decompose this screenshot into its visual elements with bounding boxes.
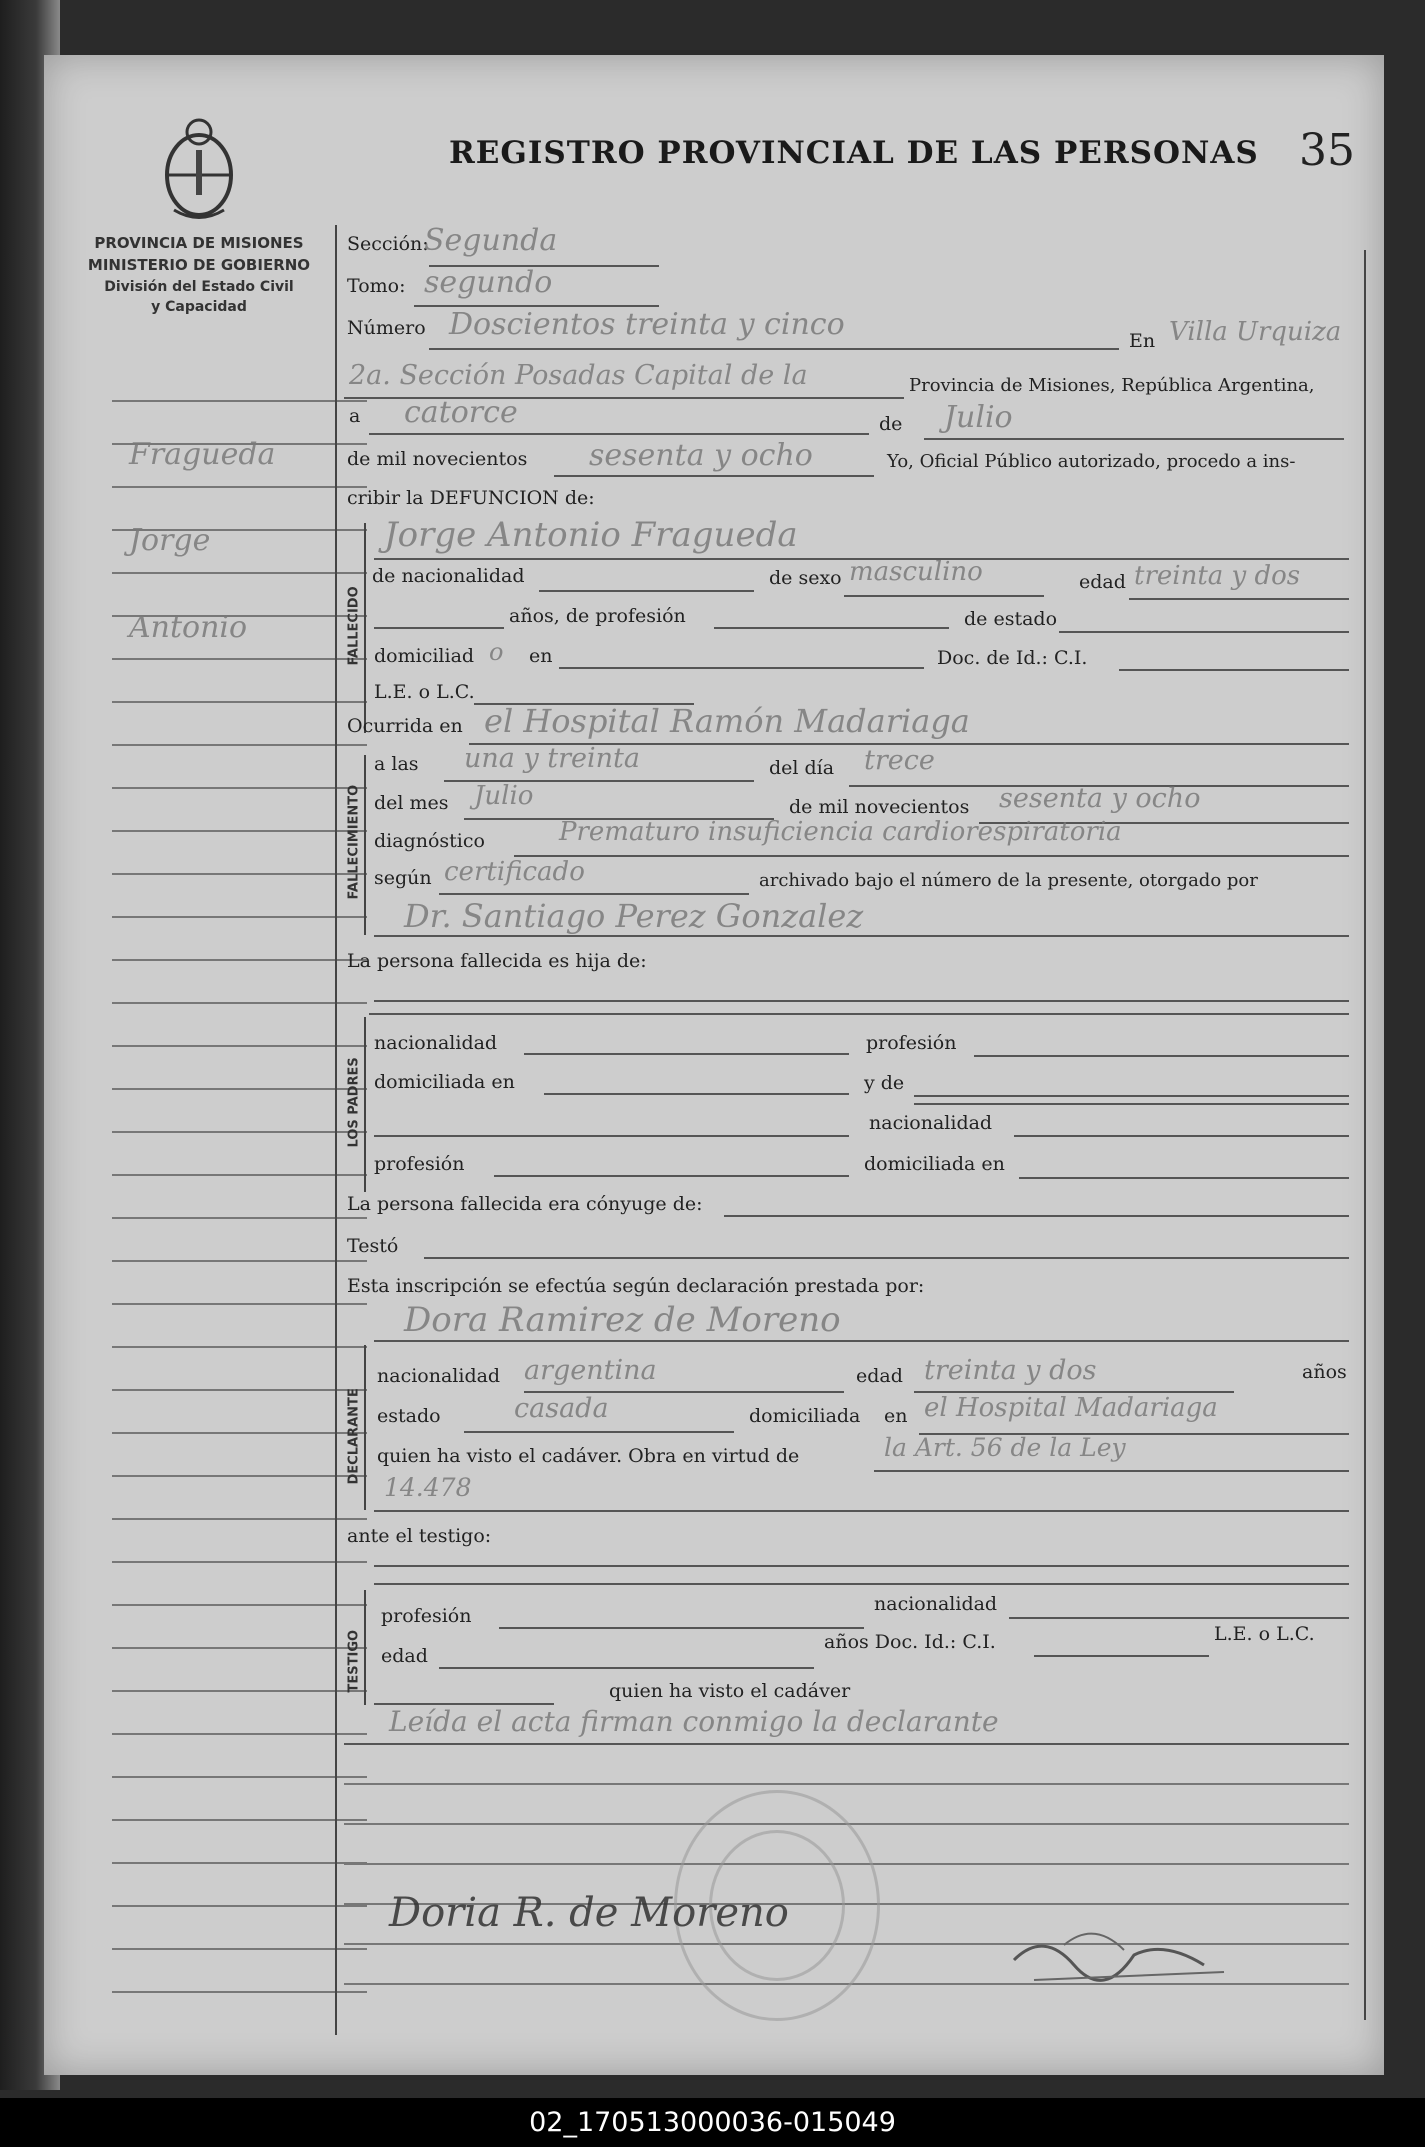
page-number: 35 [1299,125,1355,176]
label-profesion-padre: profesión [866,1032,957,1054]
line-declarante [374,1340,1349,1342]
signature-declarante: Doria R. de Moreno [389,1890,789,1936]
value-edad-decl: treinta y dos [924,1355,1097,1386]
label-inscribir: cribir la DEFUNCION de: [347,487,595,509]
margin-line [112,1905,367,1907]
line-y-de [914,1095,1349,1097]
line-nacionalidad-testigo [1009,1617,1349,1619]
label-yo: Yo, Oficial Público autorizado, procedo a ins- [887,451,1296,472]
label-profesion-madre: profesión [374,1153,465,1175]
margin-line [112,1690,367,1692]
label-nacionalidad-decl: nacionalidad [377,1365,501,1387]
line-anio [554,475,874,477]
margin-line [112,1260,367,1262]
label-edad-decl: edad [856,1365,903,1387]
label-estado: de estado [964,608,1058,630]
image-id-footer: 02_170513000036-015049 [0,2098,1425,2147]
value-tomo: segundo [424,265,553,300]
margin-line [112,959,367,961]
value-lugar: 2a. Sección Posadas Capital de la [349,360,808,391]
margin-line [112,1948,367,1950]
margin-line [112,1432,367,1434]
margin-line [112,916,367,918]
line-nacionalidad-de [539,590,754,592]
margin-line [112,658,367,660]
coat-of-arms-icon [154,110,244,225]
main-left-rule [335,225,337,2035]
value-medico: Dr. Santiago Perez Gonzalez [404,897,864,935]
vlabel-fallecido: FALLECIDO [346,586,362,666]
line-nacionalidad-madre [1014,1135,1349,1137]
label-del-mes: del mes [374,792,449,814]
value-leida: Leída el acta firman conmigo la declarante [389,1705,999,1738]
label-le-lc: L.E. o L.C. [374,681,475,703]
label-mil-nov: de mil novecientos [347,448,528,470]
margin-line [112,701,367,703]
label-anos-doc: años Doc. Id.: C.I. [824,1631,996,1653]
main-right-rule [1364,250,1366,2020]
line-domiciliada-madre [1019,1177,1349,1179]
line-edad-testigo [439,1667,814,1669]
label-conyuge: La persona fallecida era cónyuge de: [347,1193,703,1215]
label-archivado: archivado bajo el número de la presente, otorgado por [759,870,1258,891]
line-nacionalidad-padre [524,1053,849,1055]
margin-line [112,1303,367,1305]
side-note-name1: Jorge [129,523,211,558]
value-declarante: Dora Ramirez de Moreno [404,1300,841,1340]
line-testigo-top [374,1583,1349,1585]
label-testigo: ante el testigo: [347,1525,492,1547]
margin-line [112,400,367,402]
value-edad: treinta y dos [1134,561,1301,591]
value-domiciliad-suffix: o [489,638,504,666]
margin-line [112,1518,367,1520]
line-close-1 [344,1743,1349,1745]
value-mes2: Julio [474,781,534,811]
line-dia [369,433,869,435]
label-domiciliada-madre: domiciliada en [864,1153,1005,1175]
label-hija-de: La persona fallecida es hija de: [347,950,647,972]
margin-line [112,1991,367,1993]
label-sexo: de sexo [769,567,842,589]
padres-rule [364,1017,366,1192]
value-diagnostico: Prematuro insuficiencia cardiorespiratoria [559,817,1122,847]
label-anos-decl: años [1302,1361,1347,1383]
margin-line [112,486,367,488]
label-anos-prof: años, de profesión [509,605,686,627]
value-en: Villa Urquiza [1169,317,1342,347]
line-medico [374,935,1349,937]
value-hora: una y treinta [464,743,641,774]
line-mes [924,438,1344,440]
margin-line [112,1217,367,1219]
line-profesion-testigo [499,1627,864,1629]
margin-line [112,1346,367,1348]
label-doc: Doc. de Id.: C.I. [937,647,1088,669]
margin-line [112,1733,367,1735]
value-nacionalidad-decl: argentina [524,1355,657,1386]
margin-line [112,1862,367,1864]
office-line2: MINISTERIO DE GOBIERNO [87,256,311,274]
value-sexo: masculino [849,557,983,587]
margin-line [112,1045,367,1047]
margin-line [112,572,367,574]
margin-line [112,1088,367,1090]
label-tomo: Tomo: [347,275,406,297]
label-seccion: Sección: [347,233,429,255]
value-dia: catorce [404,395,518,430]
label-y-de: y de [864,1072,905,1094]
label-provincia: Provincia de Misiones, República Argentina, [909,375,1315,396]
value-seccion: Segunda [424,223,558,258]
vlabel-declarante: DECLARANTE [346,1388,362,1485]
testigo-rule [364,1590,366,1705]
value-dia2: trece [864,745,935,776]
label-nacionalidad-madre: nacionalidad [869,1112,993,1134]
margin-line [112,830,367,832]
margin-line [112,1647,367,1649]
value-estado-decl: casada [514,1393,609,1424]
line-edad [1129,598,1349,600]
office-line3: División del Estado Civil [104,279,294,295]
line-close-2 [344,1783,1349,1785]
label-mil-nov2: de mil novecientos [789,796,970,818]
line-estado-decl [464,1431,734,1433]
line-profesion-madre [494,1175,849,1177]
line-y-de-2 [914,1103,1349,1105]
value-obra: la Art. 56 de la Ley [884,1433,1126,1462]
line-estado [1059,631,1349,633]
label-profesion-testigo: profesión [381,1605,472,1627]
value-ocurrida: el Hospital Ramón Madariaga [484,702,970,740]
side-note-surname: Fragueda [129,437,276,472]
label-cadaver: quien ha visto el cadáver. Obra en virtud de [377,1445,800,1467]
line-testo [424,1257,1349,1259]
fallecimiento-rule [364,755,366,935]
margin-line [112,1819,367,1821]
margin-line [112,787,367,789]
label-numero: Número [347,317,426,339]
value-domicilio-decl: el Hospital Madariaga [924,1393,1218,1423]
margin-line [112,1002,367,1004]
line-hija-de [374,1000,1349,1002]
line-conyuge [724,1215,1349,1217]
label-en: En [1129,330,1156,352]
line-padre-extra [374,1135,849,1137]
vlabel-testigo: TESTIGO [346,1629,362,1693]
margin-line [112,1174,367,1176]
label-domiciliad: domiciliad [374,645,475,667]
line-ley [374,1510,1349,1512]
line-doc [1119,669,1349,671]
label-estado-decl: estado [377,1405,441,1427]
value-mes: Julio [944,400,1013,435]
label-declaracion: Esta inscripción se efectúa según declaración prestada por: [347,1275,925,1297]
margin-line [112,1561,367,1563]
label-de: de [879,413,903,435]
line-segun [439,893,749,895]
value-ley: 14.478 [384,1473,472,1502]
label-edad: edad [1079,571,1126,593]
label-en2: en [529,645,553,667]
label-domiciliada-decl: domiciliada [749,1405,861,1427]
line-numero [429,348,1119,350]
margin-line [112,873,367,875]
label-cadaver2: quien ha visto el cadáver [609,1680,851,1702]
line-obra [874,1470,1349,1472]
line-domicilio [559,667,924,669]
document-page [44,55,1384,2075]
margin-line [112,744,367,746]
value-nombre: Jorge Antonio Fragueda [384,515,798,555]
value-segun: certificado [444,857,585,887]
label-en3: en [884,1405,908,1427]
document-title: REGISTRO PROVINCIAL DE LAS PERSONAS [449,135,1259,171]
line-anos [374,627,504,629]
line-sexo [844,595,1044,597]
line-testigo-name [374,1565,1349,1567]
margin-line [112,1776,367,1778]
side-note-name2: Antonio [129,610,248,645]
margin-line [112,1604,367,1606]
label-testo: Testó [347,1235,399,1257]
label-nacionalidad-testigo: nacionalidad [874,1593,998,1615]
label-a: a [349,405,361,427]
vlabel-padres: LOS PADRES [346,1057,362,1148]
label-nacionalidad-de: de nacionalidad [372,565,525,587]
line-padres-top [369,1013,1349,1015]
line-domiciliada-padre [544,1093,849,1095]
vlabel-fallecimiento: FALLECIMIENTO [346,784,362,900]
label-edad-testigo: edad [381,1645,428,1667]
line-profesion-padre [974,1055,1349,1057]
office-line4: y Capacidad [151,299,247,315]
value-anio2: sesenta y ocho [999,783,1201,814]
office-line1: PROVINCIA DE MISIONES [94,234,304,252]
declarante-rule [364,1345,366,1510]
margin-line [112,1131,367,1133]
line-diagnostico [514,855,1349,857]
label-domiciliada-padre: domiciliada en [374,1071,515,1093]
label-nacionalidad-padre: nacionalidad [374,1032,498,1054]
fallecido-rule [364,523,366,733]
label-diagnostico: diagnóstico [374,830,485,852]
official-signature-icon [1004,1910,1244,2000]
line-profesion [714,627,949,629]
value-anio: sesenta y ocho [589,438,813,473]
value-numero: Doscientos treinta y cinco [449,307,845,342]
label-del-dia: del día [769,757,835,779]
margin-line [112,1389,367,1391]
label-segun: según [374,867,432,889]
label-ocurrida: Ocurrida en [347,715,463,737]
margin-line [112,1475,367,1477]
label-a-las: a las [374,753,419,775]
label-le-lc2: L.E. o L.C. [1214,1623,1315,1645]
line-doc-testigo [1034,1655,1209,1657]
